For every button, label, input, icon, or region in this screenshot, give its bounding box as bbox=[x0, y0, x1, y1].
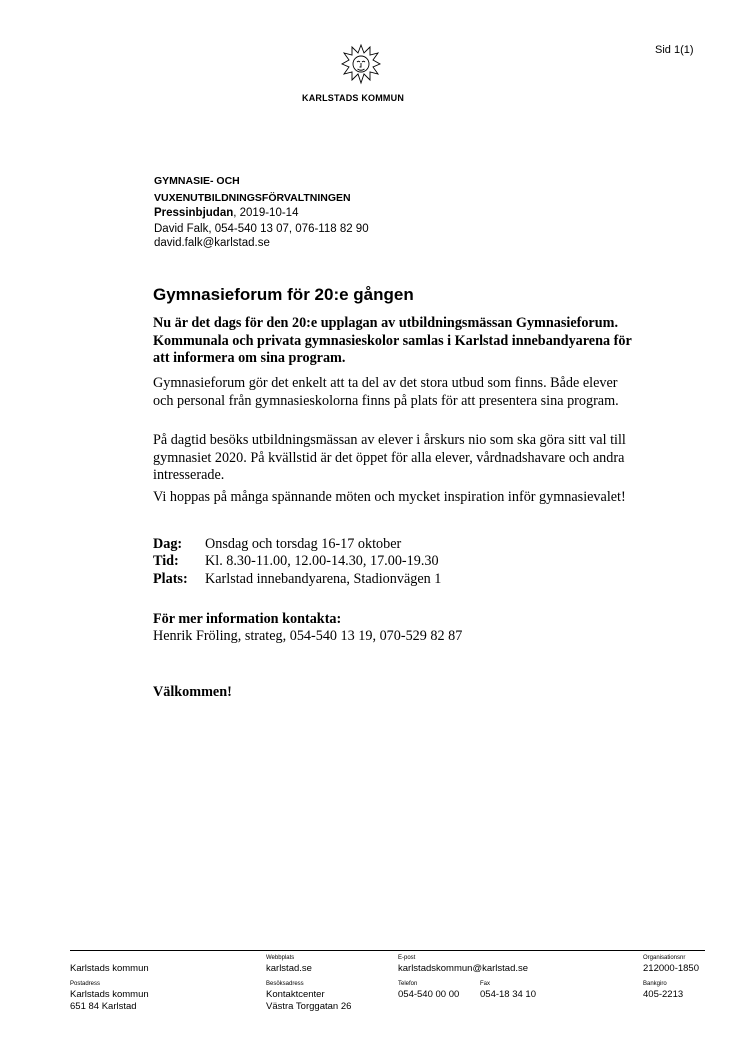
doc-date: , 2019-10-14 bbox=[233, 207, 299, 219]
footer-bankgiro-label: Bankgiro bbox=[643, 981, 667, 987]
detail-row-day bbox=[153, 536, 401, 554]
footer-org-label: Organisationsnr bbox=[643, 955, 686, 961]
detail-row-place bbox=[153, 571, 441, 589]
article-paragraph-1: Gymnasieforum gör det enkelt att ta del av det stora utbud som finns. Både elever och personal från gymnasieskolorna finns på plats för att presentera sina program. bbox=[153, 375, 619, 409]
sun-logo-icon bbox=[341, 43, 381, 87]
footer-post-label: Postadress bbox=[70, 981, 101, 987]
page-number: Sid 1(1) bbox=[655, 44, 694, 56]
footer-name: Karlstads kommun bbox=[70, 963, 149, 974]
detail-value: Onsdag och torsdag 16-17 oktober bbox=[205, 536, 402, 552]
press-invite-line bbox=[154, 207, 298, 219]
detail-label: Plats: bbox=[153, 571, 188, 587]
footer-post-line-1: Karlstads kommun bbox=[70, 989, 149, 1000]
footer-web-label: Webbplats bbox=[266, 955, 295, 961]
detail-value: Kl. 8.30-11.00, 12.00-14.30, 17.00-19.30 bbox=[205, 553, 439, 569]
footer-fax-label: Fax bbox=[480, 981, 491, 987]
more-info-heading: För mer information kontakta: bbox=[153, 611, 342, 627]
article-paragraph-3: Vi hoppas på många spännande möten och mycket inspiration inför gymnasievalet! bbox=[153, 489, 626, 505]
footer-email[interactable]: karlstadskommun@karlstad.se bbox=[398, 963, 529, 974]
detail-value: Karlstad innebandyarena, Stadionvägen 1 bbox=[205, 571, 442, 587]
article-paragraph-2: På dagtid besöks utbildningsmässan av elever i årskurs nio som ska göra sitt val till gymnasiet 2020. På kvällstid är det öppet för alla elever, vårdnadshavare och andra intresserade. bbox=[153, 432, 626, 484]
footer-web[interactable]: karlstad.se bbox=[266, 963, 312, 974]
sender-email[interactable]: david.falk@karlstad.se bbox=[154, 237, 270, 249]
footer-org-nr: 212000-1850 bbox=[643, 963, 699, 974]
footer-email-label: E-post bbox=[398, 955, 416, 961]
footer-visit-line-2: Västra Torggatan 26 bbox=[266, 1001, 352, 1012]
footer-post-line-2: 651 84 Karlstad bbox=[70, 1001, 137, 1012]
article-lead: Nu är det dags för den 20:e upplagan av utbildningsmässan Gymnasieforum. Kommunala och privata gymnasieskolor samlas i Karlstad innebandyarena för att informera om sina program. bbox=[153, 315, 632, 367]
closing-greeting: Välkommen! bbox=[153, 684, 232, 700]
more-info-contact: Henrik Fröling, strateg, 054-540 13 19, 070-529 82 87 bbox=[153, 628, 463, 644]
detail-label: Tid: bbox=[153, 553, 179, 569]
doc-type: Pressinbjudan bbox=[154, 207, 234, 219]
department-line-2: VUXENUTBILDNINGSFÖRVALTNINGEN bbox=[154, 192, 351, 204]
footer-fax: 054-18 34 10 bbox=[480, 989, 536, 1000]
footer-phone-label: Telefon bbox=[398, 981, 418, 987]
detail-label: Dag: bbox=[153, 536, 183, 552]
department-line-1: GYMNASIE- OCH bbox=[154, 175, 240, 187]
footer-visit-label: Besöksadress bbox=[266, 981, 304, 987]
article-title: Gymnasieforum för 20:e gången bbox=[153, 285, 414, 304]
organization-name: KARLSTADS KOMMUN bbox=[302, 93, 405, 103]
detail-row-time bbox=[153, 553, 439, 571]
footer-phone: 054-540 00 00 bbox=[398, 989, 460, 1000]
sender-contact: David Falk, 054-540 13 07, 076-118 82 90 bbox=[154, 223, 369, 235]
footer-divider bbox=[70, 950, 705, 951]
footer-bankgiro: 405-2213 bbox=[643, 989, 684, 1000]
footer-visit-line-1: Kontaktcenter bbox=[266, 989, 325, 1000]
